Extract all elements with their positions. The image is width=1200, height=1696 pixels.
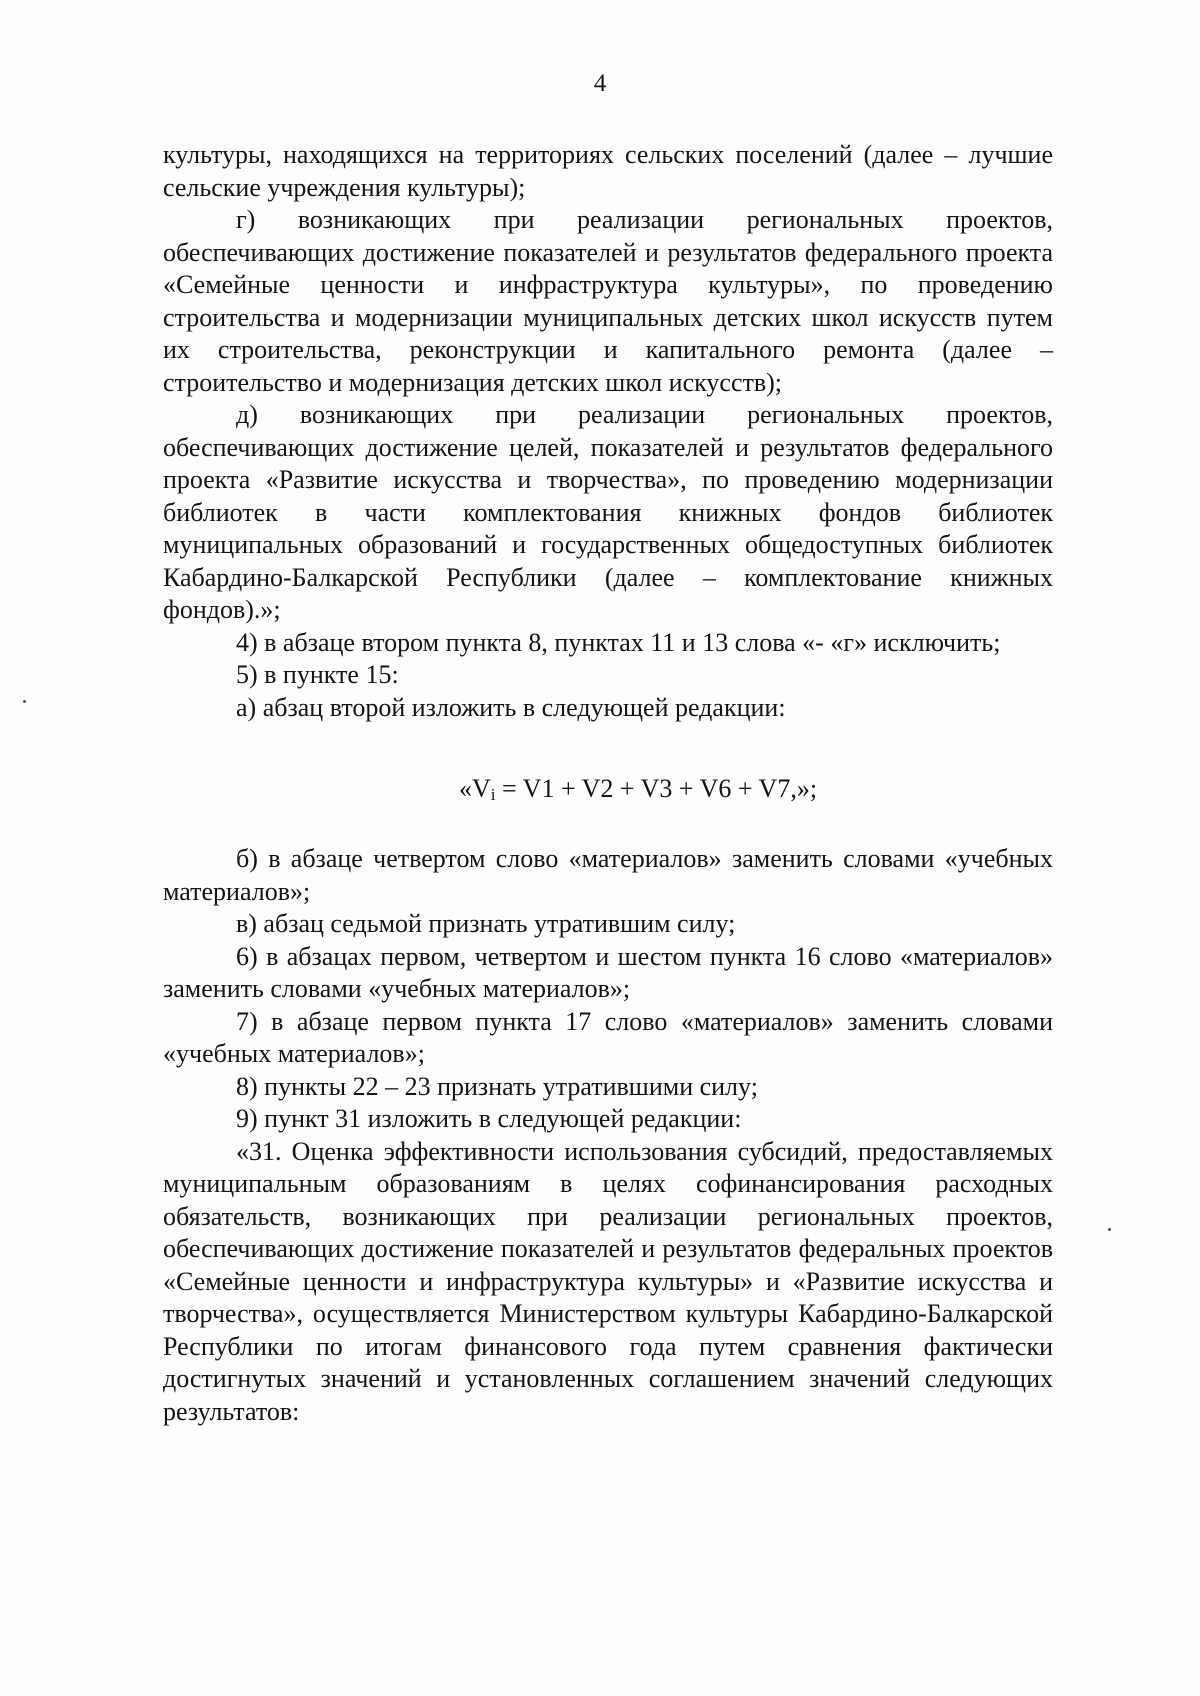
paragraph-item-5: 5) в пункте 15:: [236, 660, 399, 689]
formula-subscript: i: [490, 785, 496, 804]
scan-speck: [1108, 1228, 1111, 1231]
text-block-upper: [163, 139, 1053, 724]
paragraph-item-9: 9) пункт 31 изложить в следующей редакции:: [236, 1104, 742, 1133]
paragraph-item-7: 7) в абзаце первом пункта 17 слово «материалов» заменить словами «учебных материалов»;: [163, 1006, 1053, 1068]
text-block-lower: [163, 843, 1053, 1428]
scan-speck: [23, 700, 26, 703]
paragraph-item-5v: в) абзац седьмой признать утратившим силу;: [236, 909, 736, 938]
paragraph-item-8: 8) пункты 22 – 23 признать утратившими силу;: [236, 1071, 758, 1101]
paragraph-item-31: «31. Оценка эффективности использования субсидий, предоставляемых муниципальным образованиям в целях софинансирования расходных обязательств, возникающих при реализации региональных проектов, обеспечивающих достижение показателей и результатов федеральных проектов «Семейные ценности и инфраструктура культуры» и «Развитие искусства и творчества», осуществляется Министерством культуры Кабардино-Балкарской Республики по итогам финансового года путем сравнения фактически достигнутых значений и установленных соглашением значений следующих результатов:: [163, 1136, 1053, 1426]
formula: [163, 773, 1053, 812]
page-number: 4: [593, 70, 607, 97]
paragraph-item-4: 4) в абзаце втором пункта 8, пунктах 11 и 13 слова «- «г» исключить;: [236, 627, 1001, 657]
paragraph-continuation: культуры, находящихся на территориях сельских поселений (далее – лучшие сельские учреждения культуры);: [163, 140, 1053, 202]
paragraph-item-5a: а) абзац второй изложить в следующей редакции:: [236, 692, 786, 722]
paragraph-item-5b: б) в абзаце четвертом слово «материалов» заменить словами «учебных материалов»;: [163, 844, 1053, 906]
formula-rest: = V1 + V2 + V3 + V6 + V7,»;: [495, 774, 818, 803]
formula-prefix: «V: [458, 774, 491, 803]
paragraph-item-g: г) возникающих при реализации региональных проектов, обеспечивающих достижение показателей и результатов федерального проекта «Семейные ценности и инфраструктура культуры», по проведению строительства и модернизации муниципальных детских школ искусств путем их строительства, реконструкции и капитального ремонта (далее – строительство и модернизация детских школ искусств);: [163, 205, 1053, 397]
paragraph-item-d: д) возникающих при реализации региональных проектов, обеспечивающих достижение целей, показателей и результатов федерального проекта «Развитие искусства и творчества», по проведению модернизации библиотек в части комплектования книжных фондов библиотек муниципальных образований и государственных общедоступных библиотек Кабардино-Балкарской Республики (далее – комплектование книжных фондов).»;: [163, 400, 1053, 624]
paragraph-item-6: 6) в абзацах первом, четвертом и шестом пункта 16 слово «материалов» заменить словами «учебных материалов»;: [163, 941, 1053, 1003]
